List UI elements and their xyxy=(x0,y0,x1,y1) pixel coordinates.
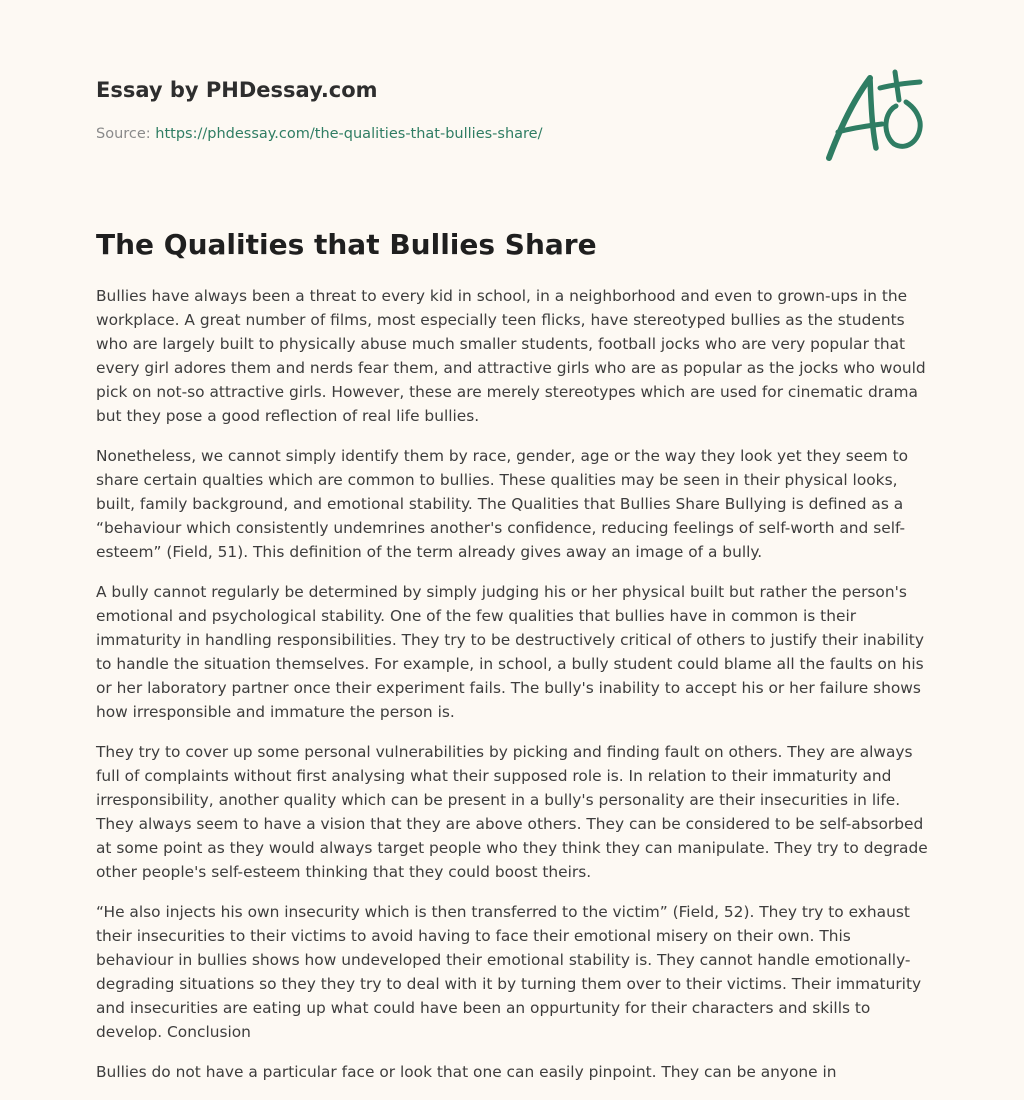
essay-paragraph: Bullies have always been a threat to every kid in school, in a neighborhood and even to grown-ups in the workplace. A great number of films, most especially teen flicks, have stereotyped bullies as the students who are largely built to physically abuse much smaller students, football jocks who are very popular that every girl adores them and nerds fear them, and attractive girls who are as popular as the jocks who would pick on not-so attractive girls. However, these are merely stereotypes which are used for cinematic drama but they pose a good reflection of real life bullies. xyxy=(96,287,926,425)
essay-paragraph: Nonetheless, we cannot simply identify them by race, gender, age or the way they look yet they seem to share certain qualties which are common to bullies. These qualities may be seen in their physical looks, built, family background, and emotional stability. The Qualities that Bullies Share Bullying is defined as a “behaviour which consistently undemrines another's confidence, reducing feelings of self-worth and self-esteem” (Field, 51). This definition of the term already gives away an image of a bully. xyxy=(96,447,909,561)
site-brand: Essay by PHDessay.com xyxy=(96,78,378,102)
essay-paragraph: A bully cannot regularly be determined by simply judging his or her physical built but rather the person's emotional and psychological stability. One of the few qualities that bullies have in common is their immaturity in handling responsibilities. They try to be destructively critical of others to justify their inability to handle the situation themselves. For example, in school, a bully student could blame all the faults on his or her laboratory partner once their experiment fails. The bully's inability to accept his or her failure shows how irresponsible and immature the person is. xyxy=(96,583,924,721)
a-plus-grade-icon xyxy=(818,66,930,166)
essay-paragraph: They try to cover up some personal vulnerabilities by picking and finding fault on others. They are always full of complaints without first analysing what their supposed role is. In relation to their immaturity and irresponsibility, another quality which can be present in a bully's personality are their insecurities in life. They always seem to have a vision that they are above others. They can be considered to be self-absorbed at some point as they would always target people who they think they can manipulate. They try to degrade other people's self-esteem thinking that they could boost theirs. xyxy=(96,743,928,881)
essay-paragraph: Bullies do not have a particular face or look that one can easily pinpoint. They can be anyone in xyxy=(96,1063,837,1081)
essay-header xyxy=(96,76,836,144)
source-link[interactable]: https://phdessay.com/the-qualities-that-bullies-share/ xyxy=(155,126,543,142)
essay-title: The Qualities that Bullies Share xyxy=(96,228,597,261)
essay-paragraph: “He also injects his own insecurity which is then transferred to the victim” (Field, 52). They try to exhaust their insecurities to their victims to avoid having to face their emotional misery on their own. This behaviour in bullies shows how undeveloped their emotional stability is. They cannot handle emotionally-degrading situations so they they try to deal with it by turning them over to their victims. Their immaturity and insecurities are eating up what could have been an oppurtunity for their characters and skills to develop. Conclusion xyxy=(96,903,922,1041)
source-label: Source: xyxy=(96,126,156,142)
a-plus-grade-svg xyxy=(818,66,930,166)
source-line xyxy=(96,124,836,144)
essay-body xyxy=(96,284,930,1100)
